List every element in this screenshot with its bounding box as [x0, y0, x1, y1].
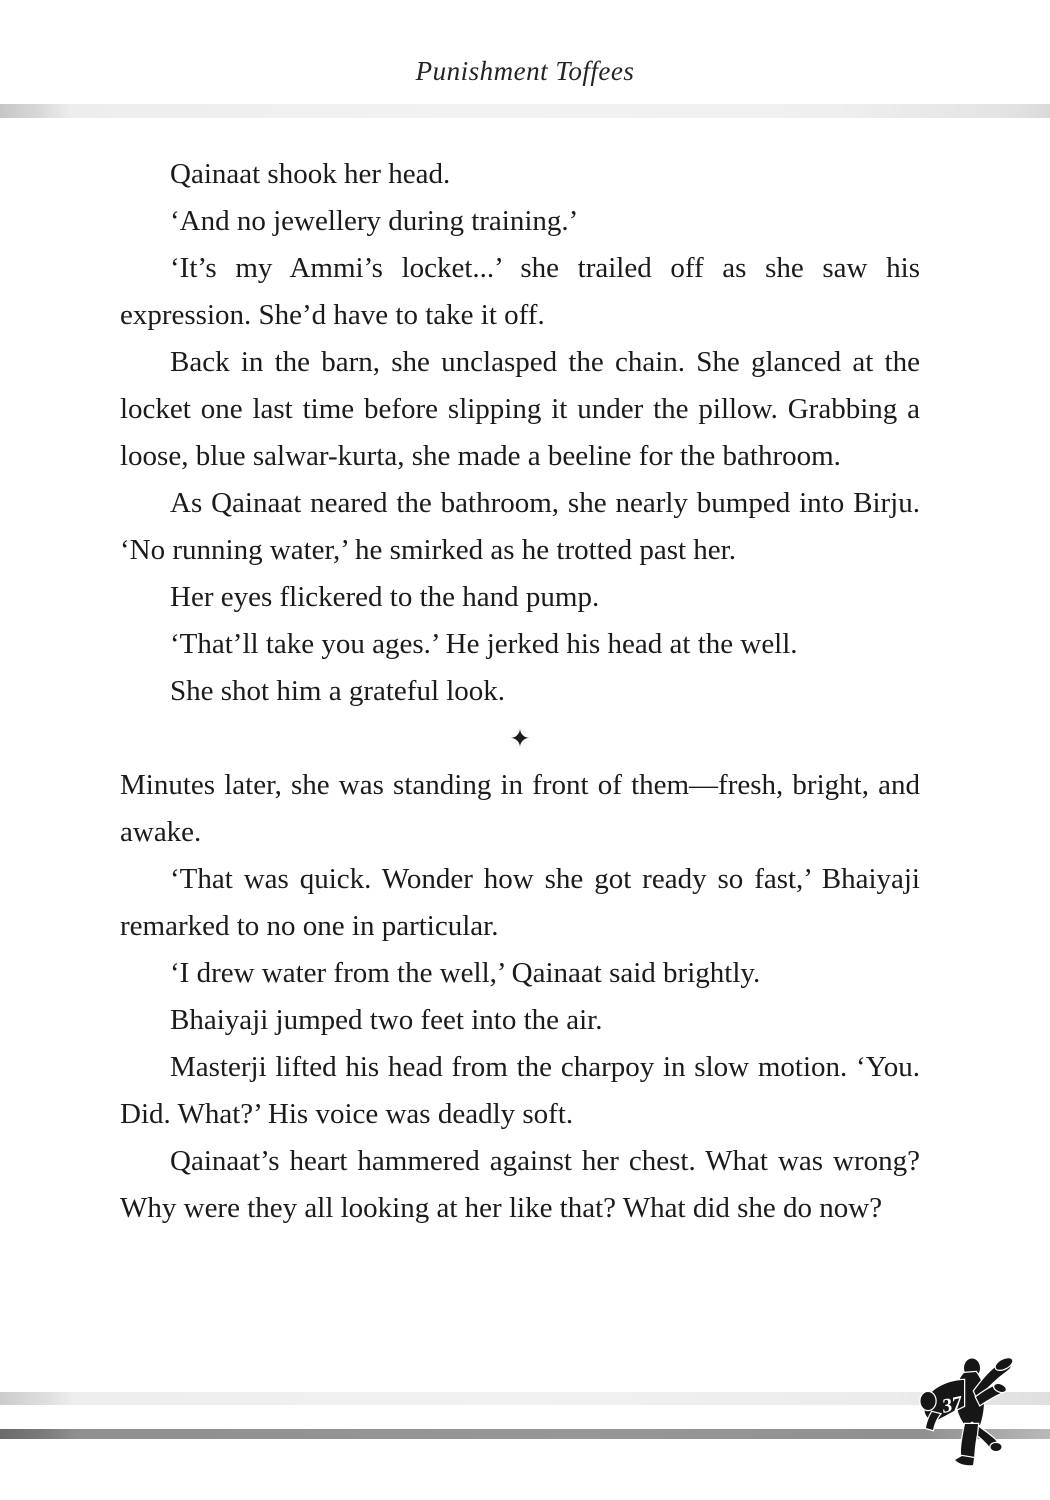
- paragraph: ‘I drew water from the well,’ Qainaat said brightly.: [170, 957, 761, 989]
- paragraph: Bhaiyaji jumped two feet into the air.: [170, 1004, 603, 1036]
- paragraph: Qainaat shook her head.: [170, 158, 451, 190]
- bottom-rule-band-dark: [0, 1429, 1050, 1439]
- paragraph: Masterji lifted his head from the charpoy in slow motion. ‘You. Did. What?’ His voice was deadly soft.: [120, 1051, 920, 1130]
- body-text: [120, 151, 920, 1232]
- bottom-rule-band-light: [0, 1392, 1050, 1405]
- running-header: Punishment Toffees: [415, 56, 635, 86]
- page-number: 37: [940, 1392, 965, 1418]
- paragraph: ‘It’s my Ammi’s locket...’ she trailed off as she saw his expression. She’d have to take it off.: [120, 252, 920, 331]
- paragraph: ‘And no jewellery during training.’: [170, 205, 579, 237]
- paragraph: As Qainaat neared the bathroom, she nearly bumped into Birju. ‘No running water,’ he smirked as he trotted past her.: [120, 487, 920, 566]
- paragraph: Back in the barn, she unclasped the chain. She glanced at the locket one last time before slipping it under the pillow. Grabbing a loose, blue salwar-kurta, she made a beeline for the bathroom.: [120, 346, 920, 472]
- paragraph: Minutes later, she was standing in front of them—fresh, bright, and awake.: [120, 769, 920, 848]
- paragraph: She shot him a grateful look.: [170, 675, 506, 707]
- paragraph: ‘That was quick. Wonder how she got ready so fast,’ Bhaiyaji remarked to no one in particular.: [120, 863, 920, 942]
- paragraph: Her eyes flickered to the hand pump.: [170, 581, 600, 613]
- judo-throw-silhouette-icon: [916, 1354, 1016, 1470]
- top-rule-band: [0, 104, 1050, 118]
- paragraph: ‘That’ll take you ages.’ He jerked his head at the well.: [170, 628, 798, 660]
- paragraph: Qainaat’s heart hammered against her chest. What was wrong? Why were they all looking at her like that? What did she do now?: [120, 1145, 920, 1224]
- section-separator: ✦: [509, 724, 531, 753]
